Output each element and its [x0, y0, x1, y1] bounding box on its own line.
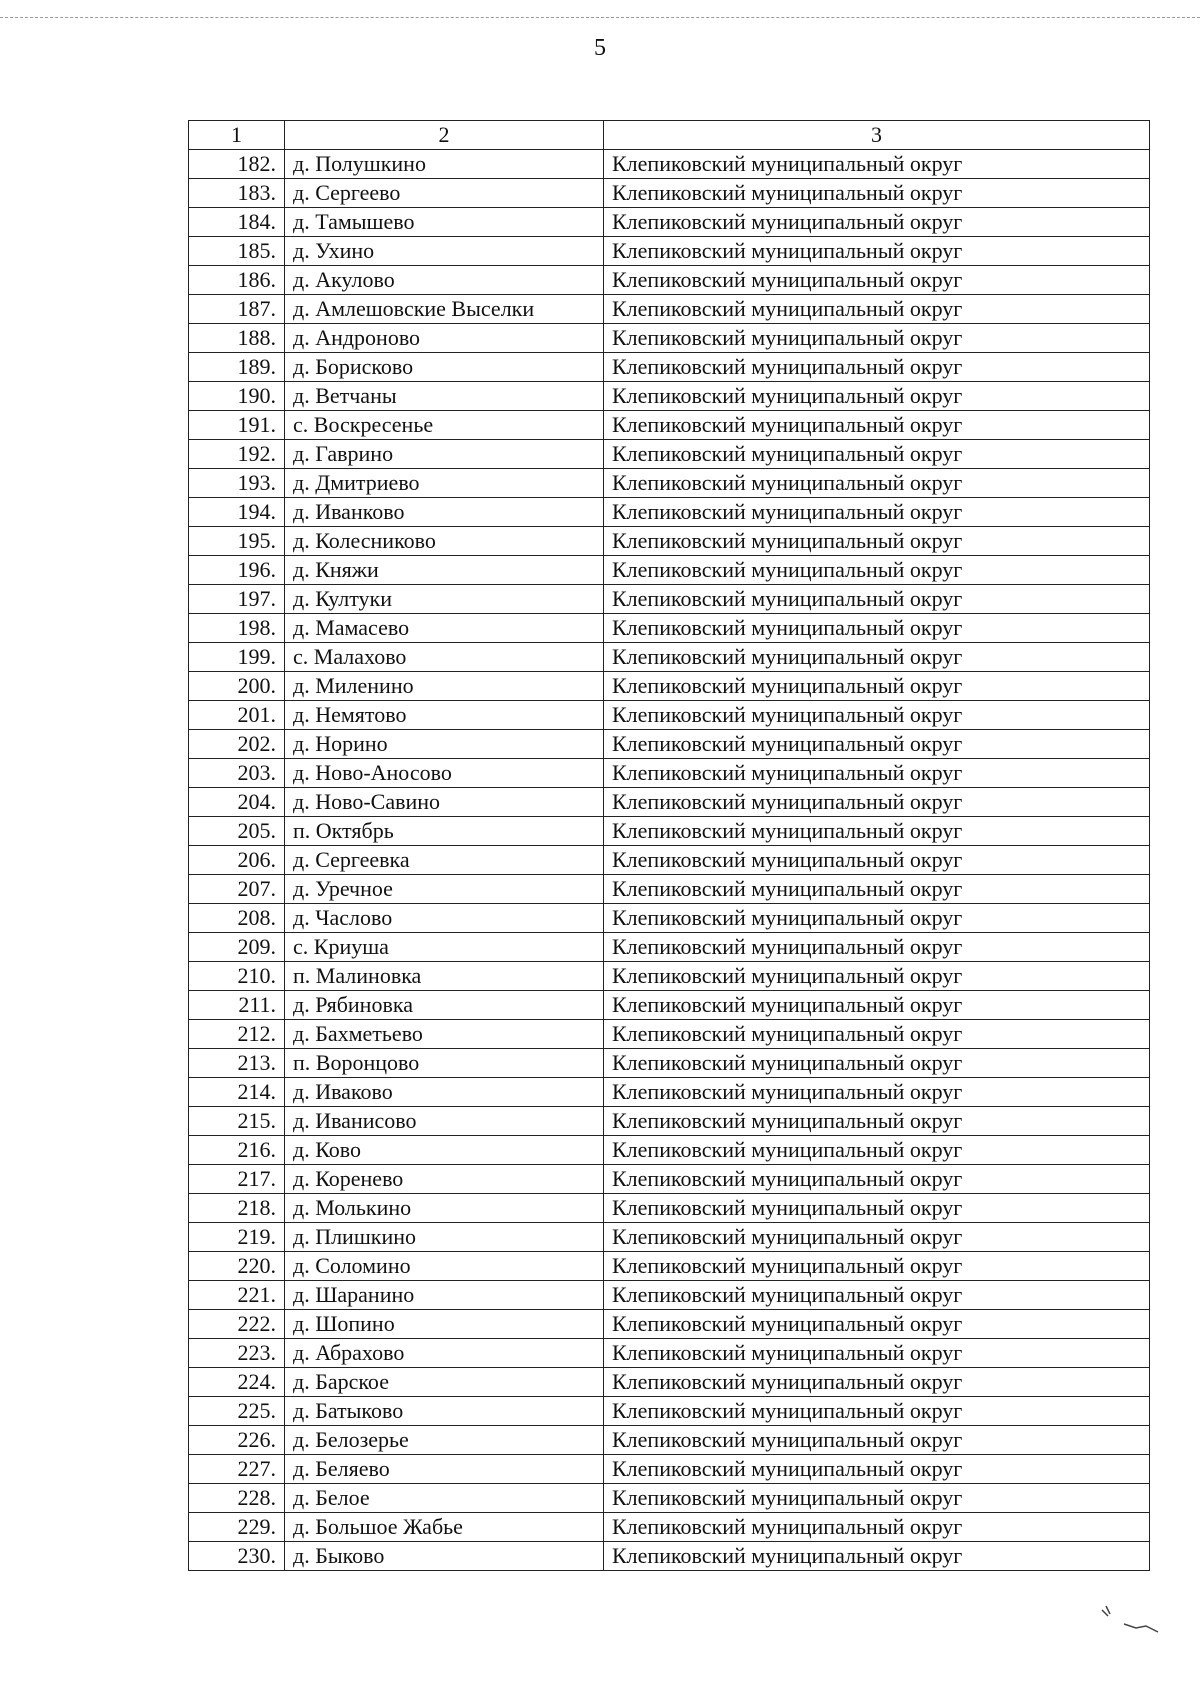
municipal-district: Клепиковский муниципальный округ [604, 1542, 1150, 1571]
municipal-district: Клепиковский муниципальный округ [604, 1513, 1150, 1542]
row-number: 230. [189, 1542, 285, 1571]
municipal-district: Клепиковский муниципальный округ [604, 1368, 1150, 1397]
row-number: 187. [189, 295, 285, 324]
row-number: 214. [189, 1078, 285, 1107]
settlement-name: с. Криуша [285, 933, 604, 962]
table-row [189, 179, 1150, 208]
row-number: 229. [189, 1513, 285, 1542]
settlement-name: с. Воскресенье [285, 411, 604, 440]
table-row [189, 1542, 1150, 1571]
table-header-row [189, 121, 1150, 150]
municipal-district: Клепиковский муниципальный округ [604, 1310, 1150, 1339]
table-row [189, 672, 1150, 701]
row-number: 225. [189, 1397, 285, 1426]
municipal-district: Клепиковский муниципальный округ [604, 208, 1150, 237]
settlement-name: д. Норино [285, 730, 604, 759]
row-number: 209. [189, 933, 285, 962]
row-number: 203. [189, 759, 285, 788]
municipal-district: Клепиковский муниципальный округ [604, 1484, 1150, 1513]
row-number: 210. [189, 962, 285, 991]
row-number: 192. [189, 440, 285, 469]
settlement-name: д. Соломино [285, 1252, 604, 1281]
municipal-district: Клепиковский муниципальный округ [604, 1078, 1150, 1107]
table-row [189, 701, 1150, 730]
municipal-district: Клепиковский муниципальный округ [604, 1194, 1150, 1223]
municipal-district: Клепиковский муниципальный округ [604, 991, 1150, 1020]
municipal-district: Клепиковский муниципальный округ [604, 1107, 1150, 1136]
table-row [189, 1223, 1150, 1252]
table-row [189, 266, 1150, 295]
settlement-name: д. Ухино [285, 237, 604, 266]
settlement-name: д. Колесниково [285, 527, 604, 556]
table-row [189, 1281, 1150, 1310]
settlement-name: д. Коренево [285, 1165, 604, 1194]
settlement-name: д. Амлешовские Выселки [285, 295, 604, 324]
row-number: 197. [189, 585, 285, 614]
table-row [189, 614, 1150, 643]
row-number: 199. [189, 643, 285, 672]
table-row [189, 353, 1150, 382]
table-row [189, 295, 1150, 324]
municipal-district: Клепиковский муниципальный округ [604, 1252, 1150, 1281]
municipal-district: Клепиковский муниципальный округ [604, 179, 1150, 208]
row-number: 190. [189, 382, 285, 411]
municipal-district: Клепиковский муниципальный округ [604, 1223, 1150, 1252]
table-row [189, 1426, 1150, 1455]
row-number: 207. [189, 875, 285, 904]
row-number: 226. [189, 1426, 285, 1455]
settlement-name: д. Молькино [285, 1194, 604, 1223]
table-row [189, 1310, 1150, 1339]
row-number: 227. [189, 1455, 285, 1484]
municipal-district: Клепиковский муниципальный округ [604, 1165, 1150, 1194]
municipal-district: Клепиковский муниципальный округ [604, 411, 1150, 440]
table-row [189, 469, 1150, 498]
municipal-district: Клепиковский муниципальный округ [604, 382, 1150, 411]
table-row [189, 1513, 1150, 1542]
municipal-district: Клепиковский муниципальный округ [604, 527, 1150, 556]
settlement-name: д. Большое Жабье [285, 1513, 604, 1542]
municipal-district: Клепиковский муниципальный округ [604, 1049, 1150, 1078]
settlement-name: д. Батыково [285, 1397, 604, 1426]
table-row [189, 1165, 1150, 1194]
table-row [189, 1020, 1150, 1049]
row-number: 220. [189, 1252, 285, 1281]
table-row [189, 1455, 1150, 1484]
settlement-name: д. Быково [285, 1542, 604, 1571]
settlement-name: д. Дмитриево [285, 469, 604, 498]
municipal-district: Клепиковский муниципальный округ [604, 875, 1150, 904]
row-number: 217. [189, 1165, 285, 1194]
row-number: 201. [189, 701, 285, 730]
settlement-name: д. Абрахово [285, 1339, 604, 1368]
row-number: 189. [189, 353, 285, 382]
municipal-district: Клепиковский муниципальный округ [604, 730, 1150, 759]
table-row [189, 556, 1150, 585]
settlement-name: д. Ново-Аносово [285, 759, 604, 788]
municipal-district: Клепиковский муниципальный округ [604, 614, 1150, 643]
column-header-2: 2 [285, 121, 604, 150]
row-number: 196. [189, 556, 285, 585]
row-number: 186. [189, 266, 285, 295]
table-row [189, 1049, 1150, 1078]
municipal-district: Клепиковский муниципальный округ [604, 556, 1150, 585]
settlement-name: д. Ково [285, 1136, 604, 1165]
row-number: 191. [189, 411, 285, 440]
row-number: 182. [189, 150, 285, 179]
municipal-district: Клепиковский муниципальный округ [604, 1281, 1150, 1310]
table-row [189, 1368, 1150, 1397]
settlement-name: д. Борисково [285, 353, 604, 382]
settlement-name: д. Иванисово [285, 1107, 604, 1136]
row-number: 211. [189, 991, 285, 1020]
row-number: 194. [189, 498, 285, 527]
table-row [189, 1078, 1150, 1107]
settlement-name: д. Сергеевка [285, 846, 604, 875]
row-number: 222. [189, 1310, 285, 1339]
municipal-district: Клепиковский муниципальный округ [604, 1455, 1150, 1484]
municipal-district: Клепиковский муниципальный округ [604, 904, 1150, 933]
municipal-district: Клепиковский муниципальный округ [604, 585, 1150, 614]
row-number: 200. [189, 672, 285, 701]
table-row [189, 208, 1150, 237]
settlement-name: д. Беляево [285, 1455, 604, 1484]
page-number: 5 [594, 35, 606, 61]
municipal-district: Клепиковский муниципальный округ [604, 817, 1150, 846]
municipal-district: Клепиковский муниципальный округ [604, 1136, 1150, 1165]
municipal-district: Клепиковский муниципальный округ [604, 1397, 1150, 1426]
municipal-district: Клепиковский муниципальный округ [604, 759, 1150, 788]
settlement-name: д. Белое [285, 1484, 604, 1513]
row-number: 185. [189, 237, 285, 266]
table-row [189, 846, 1150, 875]
table-row [189, 817, 1150, 846]
municipal-district: Клепиковский муниципальный округ [604, 295, 1150, 324]
settlement-name: п. Октябрь [285, 817, 604, 846]
settlement-name: д. Часлово [285, 904, 604, 933]
row-number: 216. [189, 1136, 285, 1165]
municipal-district: Клепиковский муниципальный округ [604, 788, 1150, 817]
settlement-name: д. Гаврино [285, 440, 604, 469]
settlement-name: д. Андроново [285, 324, 604, 353]
settlement-name: д. Шопино [285, 1310, 604, 1339]
settlement-name: д. Шаранино [285, 1281, 604, 1310]
scan-top-rule [0, 17, 1200, 18]
municipal-district: Клепиковский муниципальный округ [604, 846, 1150, 875]
table-row [189, 1252, 1150, 1281]
row-number: 224. [189, 1368, 285, 1397]
municipal-district: Клепиковский муниципальный округ [604, 498, 1150, 527]
settlement-name: п. Малиновка [285, 962, 604, 991]
row-number: 193. [189, 469, 285, 498]
table-row [189, 1484, 1150, 1513]
settlement-name: д. Барское [285, 1368, 604, 1397]
table-row [189, 237, 1150, 266]
row-number: 204. [189, 788, 285, 817]
municipal-district: Клепиковский муниципальный округ [604, 440, 1150, 469]
municipal-district: Клепиковский муниципальный округ [604, 701, 1150, 730]
settlement-name: д. Мамасево [285, 614, 604, 643]
table-row [189, 788, 1150, 817]
settlement-name: п. Воронцово [285, 1049, 604, 1078]
settlement-name: д. Иванково [285, 498, 604, 527]
settlement-name: д. Полушкино [285, 150, 604, 179]
municipal-district: Клепиковский муниципальный округ [604, 1426, 1150, 1455]
municipal-district: Клепиковский муниципальный округ [604, 672, 1150, 701]
settlement-name: д. Ново-Савино [285, 788, 604, 817]
table-row [189, 875, 1150, 904]
settlement-name: д. Княжи [285, 556, 604, 585]
settlement-name: д. Тамышево [285, 208, 604, 237]
settlement-name: д. Сергеево [285, 179, 604, 208]
row-number: 223. [189, 1339, 285, 1368]
settlement-name: д. Немятово [285, 701, 604, 730]
settlement-name: д. Рябиновка [285, 991, 604, 1020]
settlement-name: д. Акулово [285, 266, 604, 295]
table-row [189, 759, 1150, 788]
municipal-district: Клепиковский муниципальный округ [604, 324, 1150, 353]
row-number: 184. [189, 208, 285, 237]
table-row [189, 904, 1150, 933]
table-row [189, 440, 1150, 469]
row-number: 228. [189, 1484, 285, 1513]
municipal-district: Клепиковский муниципальный округ [604, 962, 1150, 991]
table-row [189, 1339, 1150, 1368]
table-row [189, 498, 1150, 527]
settlement-name: д. Култуки [285, 585, 604, 614]
table-row [189, 382, 1150, 411]
table-row [189, 527, 1150, 556]
table-row [189, 1107, 1150, 1136]
row-number: 219. [189, 1223, 285, 1252]
column-header-1: 1 [189, 121, 285, 150]
settlement-name: д. Белозерье [285, 1426, 604, 1455]
municipal-district: Клепиковский муниципальный округ [604, 237, 1150, 266]
table-row [189, 730, 1150, 759]
row-number: 195. [189, 527, 285, 556]
table-row [189, 585, 1150, 614]
settlement-name: д. Уречное [285, 875, 604, 904]
municipal-district: Клепиковский муниципальный округ [604, 1020, 1150, 1049]
row-number: 215. [189, 1107, 285, 1136]
table-body [189, 150, 1150, 1571]
row-number: 208. [189, 904, 285, 933]
table-row [189, 1397, 1150, 1426]
municipal-district: Клепиковский муниципальный округ [604, 469, 1150, 498]
row-number: 188. [189, 324, 285, 353]
table-row [189, 643, 1150, 672]
row-number: 213. [189, 1049, 285, 1078]
table-row [189, 1136, 1150, 1165]
municipal-district: Клепиковский муниципальный округ [604, 933, 1150, 962]
row-number: 205. [189, 817, 285, 846]
column-header-3: 3 [604, 121, 1150, 150]
row-number: 218. [189, 1194, 285, 1223]
table-row [189, 933, 1150, 962]
municipal-district: Клепиковский муниципальный округ [604, 150, 1150, 179]
table-header [189, 121, 1150, 150]
row-number: 212. [189, 1020, 285, 1049]
table-row [189, 150, 1150, 179]
table-row [189, 962, 1150, 991]
row-number: 183. [189, 179, 285, 208]
settlement-name: д. Плишкино [285, 1223, 604, 1252]
row-number: 198. [189, 614, 285, 643]
table-row [189, 324, 1150, 353]
scan-mark-squiggle [1098, 1602, 1178, 1642]
table-row [189, 991, 1150, 1020]
settlement-name: д. Бахметьево [285, 1020, 604, 1049]
table-row [189, 1194, 1150, 1223]
settlements-table [188, 120, 1150, 1571]
settlement-name: д. Ветчаны [285, 382, 604, 411]
municipal-district: Клепиковский муниципальный округ [604, 266, 1150, 295]
municipal-district: Клепиковский муниципальный округ [604, 643, 1150, 672]
row-number: 221. [189, 1281, 285, 1310]
municipal-district: Клепиковский муниципальный округ [604, 353, 1150, 382]
table-row [189, 411, 1150, 440]
municipal-district: Клепиковский муниципальный округ [604, 1339, 1150, 1368]
settlement-name: д. Миленино [285, 672, 604, 701]
row-number: 206. [189, 846, 285, 875]
settlement-name: с. Малахово [285, 643, 604, 672]
settlement-name: д. Иваково [285, 1078, 604, 1107]
row-number: 202. [189, 730, 285, 759]
